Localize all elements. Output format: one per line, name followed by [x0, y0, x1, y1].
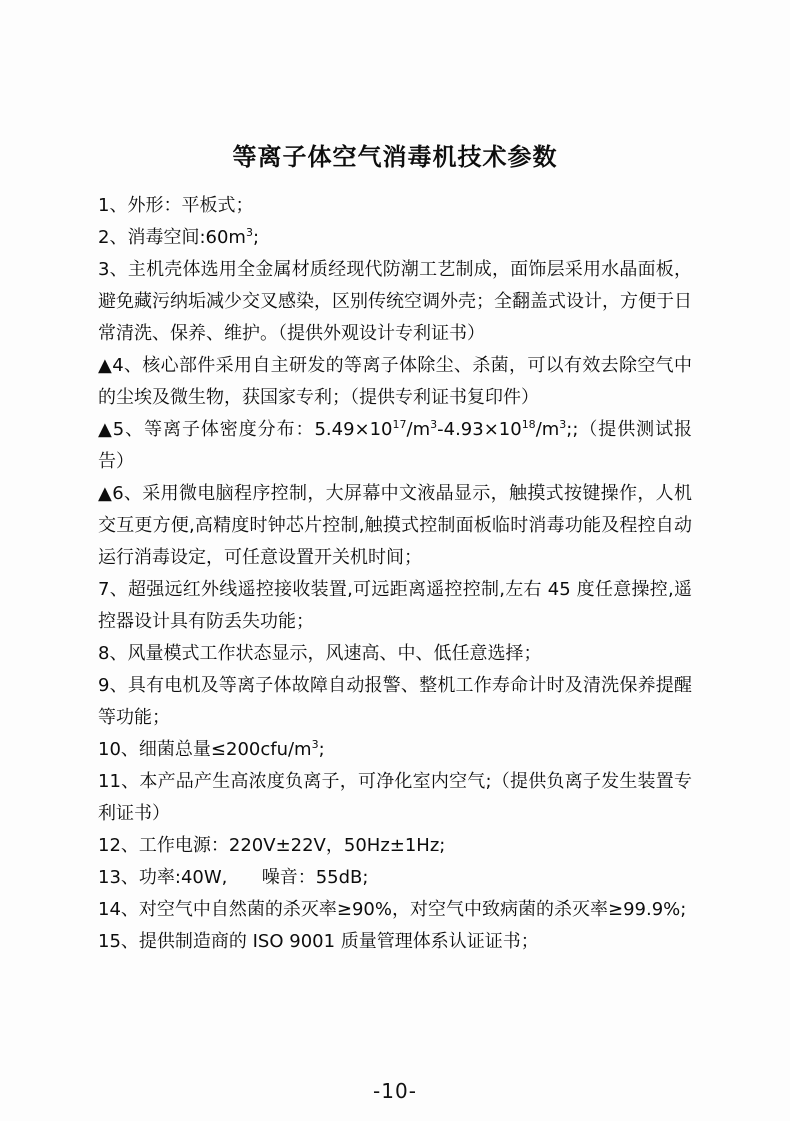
list-item: 2、消毒空间$:60m^3$;	[98, 226, 260, 248]
superscript-text: 3	[245, 226, 253, 239]
list-item: 10、细菌总量$\le 200cfu/m^3$;	[98, 738, 325, 760]
list-item: 9、具有电机及等离子体故障自动报警、整机工作寿命计时及清洗保养提醒等功能；	[98, 675, 692, 728]
list-item: ▲4、核心部件采用自主研发的等离子体除尘、杀菌，可以有效去除空气中的尘埃及微生物，获国家专利；（提供专利证书复印件）	[98, 355, 693, 408]
black-triangle-marker: ▲	[98, 419, 113, 440]
list-item: 1、外形：平板式；	[98, 195, 254, 216]
page-title: 等离子体空气消毒机技术参数	[232, 143, 558, 171]
black-triangle-marker: ▲	[98, 355, 113, 376]
list-item: 12、工作电源：220V±22V，50Hz±1Hz;	[98, 835, 446, 856]
superscript-text: 3	[559, 418, 567, 431]
list-item: 11、本产品产生高浓度负离子，可净化室内空气;（提供负离子发生装置专利证书）	[98, 771, 692, 824]
superscript-text: 3	[311, 738, 319, 751]
superscript-text: 17	[392, 418, 407, 431]
superscript-text: 18	[521, 418, 536, 431]
list-item: ▲5、等离子体密度分布：$5.49\times 10^{17}/m^3-4.93\times 10^{18}/m^3$;;（提供测试报告）	[98, 418, 692, 472]
list-item: 7、超强远红外线遥控接收装置,可远距离遥控控制,左右 45 度任意操控,遥控器设计具有防丢失功能；	[98, 579, 692, 632]
page-number: -10-	[373, 1079, 417, 1103]
black-triangle-marker: ▲	[98, 483, 113, 504]
document-body	[98, 190, 692, 958]
list-item: 3、主机壳体选用全金属材质经现代防潮工艺制成，面饰层采用水晶面板，避免藏污纳垢减少交叉感染，区别传统空调外壳；全翻盖式设计，方便于日常清洗、保养、维护。（提供外观设计专利证书）	[98, 259, 692, 344]
superscript-text: 3	[430, 418, 438, 431]
list-item: ▲6、采用微电脑程序控制，大屏幕中文液晶显示，触摸式按键操作，人机交互更方便,高精度时钟芯片控制,触摸式控制面板临时消毒功能及程控自动运行消毒设定，可任意设置开关机时间；	[98, 483, 693, 568]
list-item: 8、风量模式工作状态显示，风速高、中、低任意选择；	[98, 643, 542, 664]
list-item: 13、功率:40W, 噪音：55dB;	[98, 867, 369, 888]
list-item: 14、对空气中自然菌的杀灭率≥90%，对空气中致病菌的杀灭率≥99.9%;	[98, 899, 687, 920]
list-item: 15、提供制造商的 ISO 9001 质量管理体系认证证书；	[98, 931, 539, 952]
